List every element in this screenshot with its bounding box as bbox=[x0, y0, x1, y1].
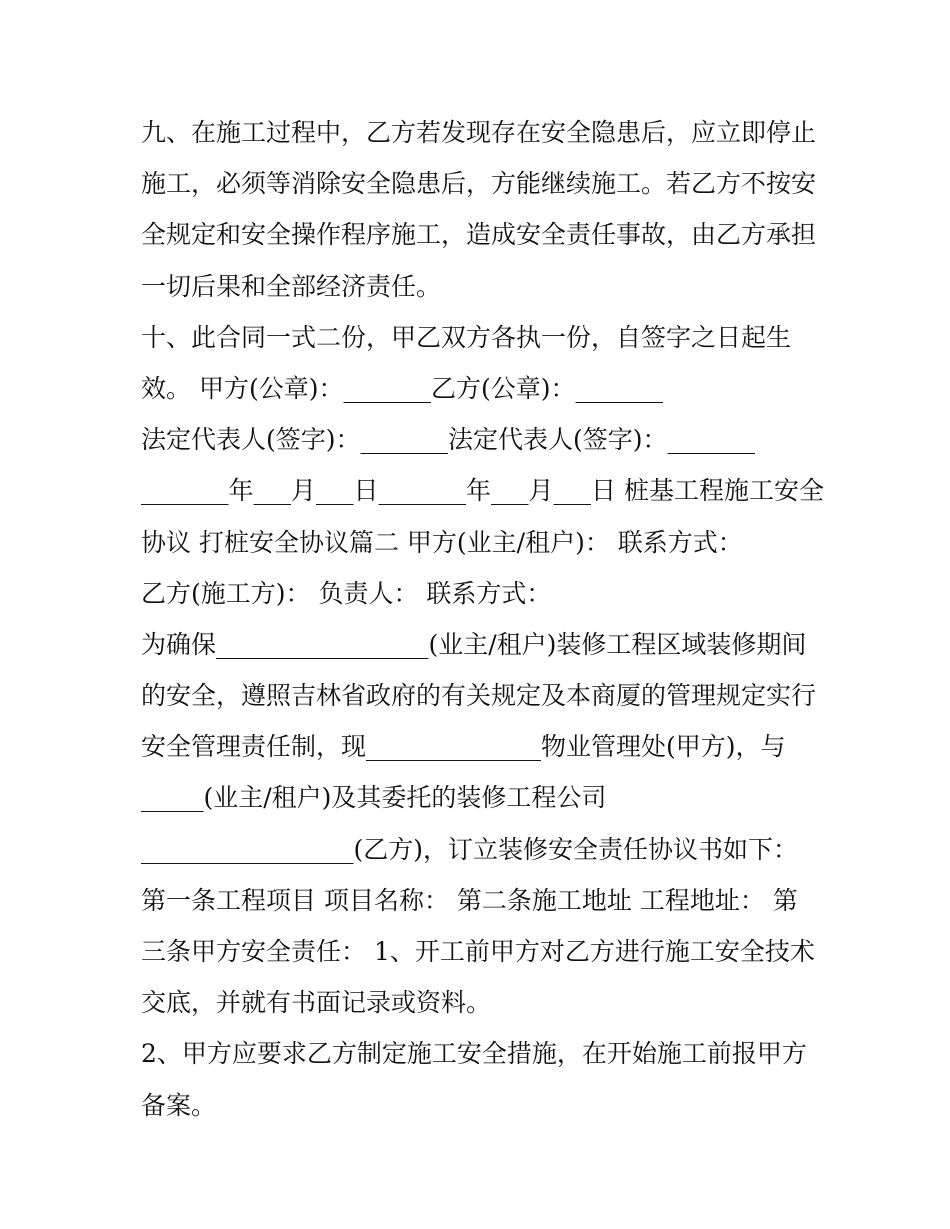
text-line: _______年___月___日_______年___月___日 桩基工程施工安全 bbox=[141, 476, 824, 506]
text-line: _________________(乙方)，订立装修安全责任协议书如下： bbox=[141, 834, 799, 864]
text-line: 安全管理责任制，现______________物业管理处(甲方)，与 bbox=[141, 732, 786, 762]
text-line: 交底，并就有书面记录或资料。 bbox=[141, 988, 492, 1018]
text-line: 十、此合同一式二份，甲乙双方各执一份，自签字之日起生 bbox=[141, 322, 792, 352]
text-line: 第一条工程项目 项目名称： 第二条施工地址 工程地址： 第 bbox=[141, 885, 798, 915]
body-text bbox=[141, 107, 824, 1131]
text-line: 施工，必须等消除安全隐患后，方能继续施工。若乙方不按安 bbox=[141, 169, 817, 199]
text-line: 九、在施工过程中，乙方若发现存在安全隐患后，应立即停止 bbox=[141, 118, 817, 147]
text-line: 三条甲方安全责任： 1、开工前甲方对乙方进行施工安全技术 bbox=[141, 937, 815, 966]
text-line: _____(业主/租户)及其委托的装修工程公司 bbox=[141, 783, 607, 813]
text-line: 效。 甲方(公章)：_______乙方(公章)：_______ bbox=[141, 373, 663, 403]
text-line: 乙方(施工方)： 负责人： 联系方式： bbox=[141, 578, 552, 608]
text-line: 法定代表人(签字)：_______法定代表人(签字)：_______ bbox=[141, 425, 756, 455]
text-line: 全规定和安全操作程序施工，造成安全责任事故，由乙方承担 bbox=[141, 220, 817, 250]
text-line: 协议 打桩安全协议篇二 甲方(业主/租户)： 联系方式： bbox=[141, 527, 743, 557]
text-line: 的安全，遵照吉林省政府的有关规定及本商厦的管理规定实行 bbox=[141, 681, 817, 711]
text-line: 备案。 bbox=[141, 1090, 217, 1120]
text-line: 一切后果和全部经济责任。 bbox=[141, 271, 442, 301]
text-line: 为确保_________________(业主/租户)装修工程区域装修期间 bbox=[141, 629, 807, 659]
text-line: 2、甲方应要求乙方制定施工安全措施，在开始施工前报甲方 bbox=[141, 1039, 807, 1069]
